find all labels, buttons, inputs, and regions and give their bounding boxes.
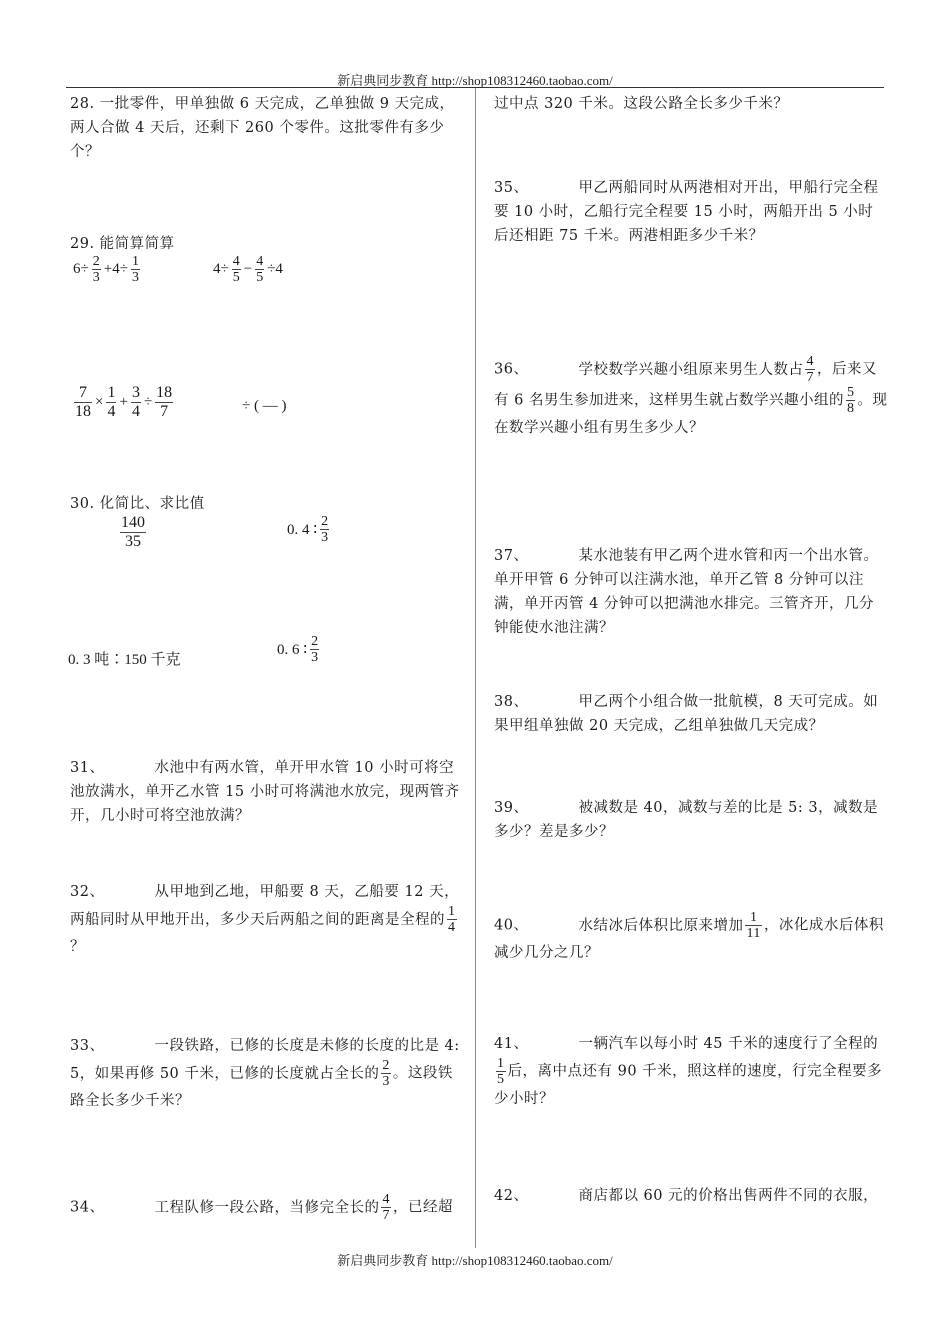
question-42: 42、 商店都以 60 元的价格出售两件不同的衣服， xyxy=(494,1188,879,1204)
question-37: 37、 某水池装有甲乙两个进水管和丙一个出水管。单开甲管 6 分钟可以注满水池，单开乙管 8 分钟可以注满，单开丙管 4 分钟可以把满池水排完。三管齐开，几分钟能使水池注满？ xyxy=(494,548,879,636)
page-footer: 新启典同步教育 http://shop108312460.taobao.com/ xyxy=(337,1253,613,1268)
question-29-title: 29. 能简算简算 xyxy=(70,236,175,252)
expression-29-2: 4÷ $\frac{4}{5}$ − $\frac{4}{5}$ ÷4 xyxy=(213,254,283,285)
column-divider xyxy=(475,88,476,1248)
question-36: 36、 学校数学兴趣小组原来男生人数占 $\frac{4}{7}$ ，后来又有 6 名男生参加进来，这样男生就占数学兴趣小组的 $\frac{5}{8}$ 。现在数学兴趣小组有男生多少人？ xyxy=(494,354,888,436)
question-30-title: 30. 化简比、求比值 xyxy=(70,496,205,512)
ratio-30-b: 0. 4 ∶ $\frac{2}{3}$ xyxy=(287,514,329,545)
expression-29-3: $\frac{7}{18}$ × $\frac{1}{4}$ + $\frac{3}{4}$ ÷ $\frac{18}{7}$ xyxy=(75,384,173,420)
ratio-30-c: 0. 3 吨∶150 千克 xyxy=(68,652,181,668)
ratio-30-a: $\frac{140}{35}$ xyxy=(121,514,145,550)
page-header: 新启典同步教育 http://shop108312460.taobao.com/ xyxy=(337,73,613,88)
question-40: 40、 水结冰后体积比原来增加 $\frac{1}{11}$ ，冰化成水后体积减少几分之几？ xyxy=(494,910,884,961)
question-33: 33、 一段铁路，已修的长度是未修的长度的比是 4: 5，如果再修 50 千米，已修的长度就占全长的 $\frac{2}{3}$ 。这段铁路全长多少千米？ xyxy=(70,1038,460,1109)
question-39: 39、 被减数是 40，减数与差的比是 5: 3，减数是多少？差是多少？ xyxy=(494,800,879,840)
ratio-30-d: 0. 6 ∶ $\frac{2}{3}$ xyxy=(277,634,319,665)
question-41: 41、 一辆汽车以每小时 45 千米的速度行了全程的 $\frac{1}{5}$ 后，离中点还有 90 千米，照这样的速度，行完全程要多少小时？ xyxy=(494,1036,883,1107)
question-38: 38、 甲乙两个小组合做一批航模，8 天可完成。如果甲组单独做 20 天完成，乙组单独做几天完成？ xyxy=(494,694,879,734)
question-32: 32、 从甲地到乙地，甲船要 8 天，乙船要 12 天，两船同时从甲地开出，多少天后两船之间的距离是全程的 $\frac{1}{4}$ ？ xyxy=(70,884,460,955)
question-34-continued: 过中点 320 千米。这段公路全长多少千米？ xyxy=(494,96,789,112)
expression-29-1: 6÷ $\frac{2}{3}$ +4÷ $\frac{1}{3}$ xyxy=(73,254,139,285)
question-35: 35、 甲乙两船同时从两港相对开出，甲船行完全程要 10 小时，乙船行完全程要 15 小时，两船开出 5 小时后还相距 75 千米。两港相距多少千米？ xyxy=(494,180,879,244)
question-34: 34、 工程队修一段公路，当修完全长的 $\frac{4}{7}$ ，已经超 xyxy=(70,1192,453,1223)
question-28: 28. 一批零件，甲单独做 6 天完成，乙单独做 9 天完成，两人合做 4 天后，还剩下 260 个零件。这批零件有多少个？ xyxy=(70,96,455,160)
expression-29-4: ÷ ( — ) xyxy=(242,398,287,414)
question-31: 31、 水池中有两水管，单开甲水管 10 小时可将空池放满水，单开乙水管 15 小时可将满池水放完，现两管齐开，几小时可将空池放满？ xyxy=(70,760,460,824)
